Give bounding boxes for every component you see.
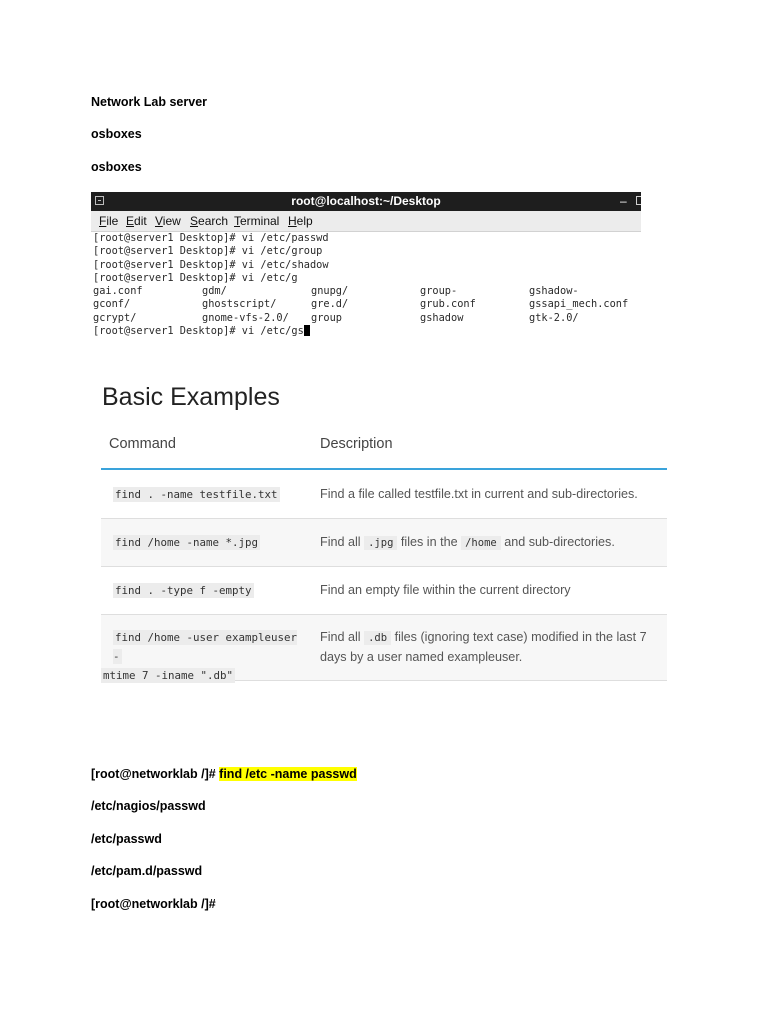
shell-prompt: [root@networklab /]# bbox=[91, 767, 220, 781]
command-cell: find . -name testfile.txt bbox=[115, 488, 278, 501]
completion-item: group- bbox=[420, 285, 458, 298]
terminal-line: [root@server1 Desktop]# vi /etc/g bbox=[93, 271, 298, 284]
table-row bbox=[101, 519, 667, 567]
terminal-output bbox=[93, 232, 641, 338]
completion-item: ghostscript/ bbox=[202, 298, 277, 311]
terminal-line: [root@server1 Desktop]# vi /etc/passwd bbox=[93, 232, 329, 244]
terminal-screenshot bbox=[91, 192, 641, 342]
table-header bbox=[101, 424, 667, 470]
completion-item: gtk-2.0/ bbox=[529, 311, 579, 324]
menu-search: Search bbox=[190, 214, 229, 228]
menu-view: View bbox=[155, 214, 181, 228]
description-cell: Find an empty file within the current directory bbox=[320, 583, 571, 597]
completion-item: gdm/ bbox=[202, 285, 227, 298]
terminal-prompt-line bbox=[93, 325, 641, 338]
completion-row bbox=[93, 285, 641, 298]
terminal-titlebar bbox=[91, 192, 641, 211]
completion-item: gcrypt/ bbox=[93, 311, 137, 324]
highlighted-command: find /etc -name passwd bbox=[219, 767, 357, 781]
menu-edit: Edit bbox=[126, 214, 147, 228]
menu-file: File bbox=[99, 214, 119, 228]
result-line: /etc/nagios/passwd bbox=[91, 799, 206, 813]
completion-row bbox=[93, 298, 641, 311]
command-cell: find . -type f -empty bbox=[115, 584, 252, 597]
menu-help: Help bbox=[288, 214, 313, 228]
completion-item: group bbox=[311, 311, 342, 324]
column-header-description: Description bbox=[320, 436, 393, 452]
maximize-icon bbox=[636, 196, 641, 205]
completion-item: gshadow- bbox=[529, 285, 579, 298]
description-cell: Find all .jpg files in the /home and sub-directories. bbox=[320, 535, 615, 549]
command-line bbox=[91, 766, 357, 782]
doc-username-line: osboxes bbox=[91, 127, 142, 141]
result-line: /etc/pam.d/passwd bbox=[91, 864, 203, 878]
text-cursor bbox=[304, 325, 310, 336]
description-cell: Find a file called testfile.txt in current and sub-directories. bbox=[320, 487, 638, 501]
doc-password-line: osboxes bbox=[91, 160, 142, 174]
completion-item: grub.conf bbox=[420, 298, 476, 311]
examples-table bbox=[101, 424, 667, 681]
command-cell: find /home -user exampleuser - mtime 7 -iname ".db" bbox=[103, 631, 298, 682]
examples-heading: Basic Examples bbox=[102, 383, 280, 411]
minimize-icon: – bbox=[620, 194, 627, 208]
table-row bbox=[101, 470, 667, 519]
completion-item: gnome-vfs-2.0/ bbox=[202, 311, 289, 324]
shell-prompt-line: [root@networklab /]# bbox=[91, 897, 216, 911]
completion-row bbox=[93, 312, 641, 325]
result-line: /etc/passwd bbox=[91, 832, 162, 846]
terminal-line: [root@server1 Desktop]# vi /etc/group bbox=[93, 245, 323, 258]
terminal-title: root@localhost:~/Desktop bbox=[291, 194, 441, 208]
column-header-command: Command bbox=[109, 436, 176, 452]
doc-title-line: Network Lab server bbox=[91, 95, 208, 109]
completion-item: gshadow bbox=[420, 311, 464, 324]
completion-item: gre.d/ bbox=[311, 298, 349, 311]
completion-item: gnupg/ bbox=[311, 285, 349, 298]
terminal-menubar bbox=[91, 211, 641, 232]
completion-item: gssapi_mech.conf bbox=[529, 298, 629, 311]
terminal-line: [root@server1 Desktop]# vi /etc/shadow bbox=[93, 258, 329, 271]
table-row bbox=[101, 615, 667, 681]
command-cell: find /home -name *.jpg bbox=[115, 536, 259, 549]
terminal-prompt: [root@server1 Desktop]# vi /etc/gs bbox=[93, 325, 304, 338]
description-cell: Find all .db files (ignoring text case) modified in the last 7 days by a user named exampleuser. bbox=[320, 630, 647, 664]
menu-terminal: Terminal bbox=[234, 214, 280, 228]
table-row bbox=[101, 567, 667, 615]
completion-item: gconf/ bbox=[93, 298, 131, 311]
completion-item: gai.conf bbox=[93, 285, 143, 298]
